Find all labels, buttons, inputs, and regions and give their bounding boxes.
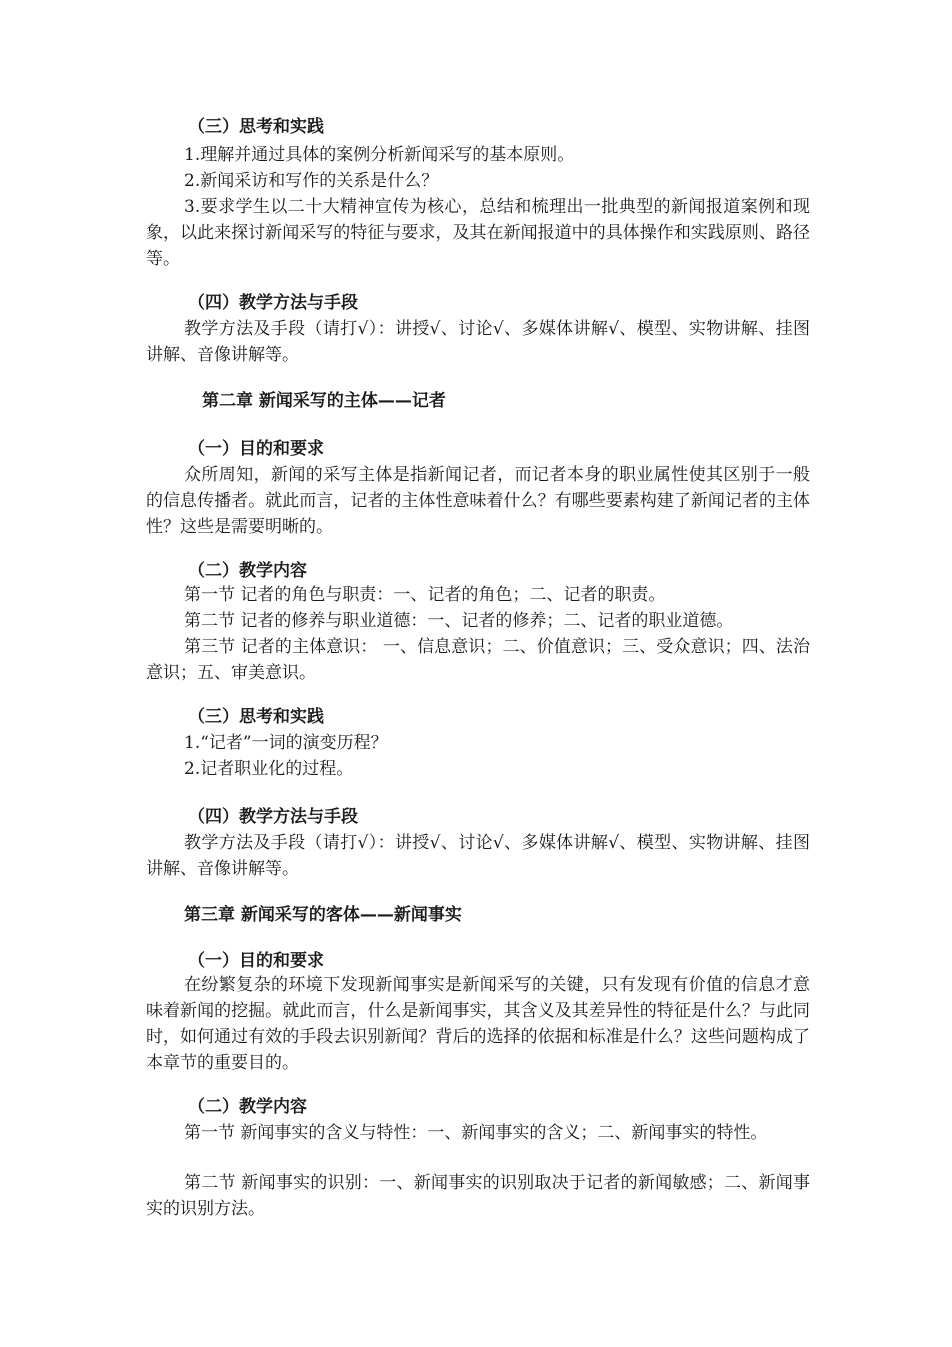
ch3-goal-text: 在纷繁复杂的环境下发现新闻事实是新闻采写的关键，只有发现有价值的信息才意味着新闻的挖掘。就此而言，什么是新闻事实，其含义及其差异性的特征是什么？与此同时，如何通过有效的手段去识别新闻？背后的选择的依据和标准是什么？这些问题构成了本章节的重要目的。 <box>146 975 810 1073</box>
ch2-section-3: 第三节 记者的主体意识： 一、信息意识；二、价值意识；三、受众意识；四、法治意识；五、审美意识。 <box>146 637 810 683</box>
ch2-think-item-1: 1.“记者”一词的演变历程？ <box>184 733 388 753</box>
ch2-goal-text: 众所周知，新闻的采写主体是指新闻记者，而记者本身的职业属性使其区别于一般的信息传播者。就此而言，记者的主体性意味着什么？有哪些要素构建了新闻记者的主体性？这些是需要明晰的。 <box>146 465 810 537</box>
ch2-think-item-2: 2.记者职业化的过程。 <box>184 759 354 779</box>
ch3-section-2: 第二节 新闻事实的识别：一、新闻事实的识别取决于记者的新闻敏感；二、新闻事实的识别方法。 <box>146 1173 810 1219</box>
ch3-title: 第三章 新闻采写的客体——新闻事实 <box>184 905 462 925</box>
ch3-section-1: 第一节 新闻事实的含义与特性：一、新闻事实的含义；二、新闻事实的特性。 <box>184 1123 768 1143</box>
ch2-section-2: 第二节 记者的修养与职业道德：一、记者的修养；二、记者的职业道德。 <box>184 611 734 631</box>
ch3-content-heading: （二）教学内容 <box>188 1097 307 1117</box>
ch3-goal-heading: （一）目的和要求 <box>188 951 324 971</box>
ch2-title: 第二章 新闻采写的主体——记者 <box>202 391 446 411</box>
ch2-method-heading: （四）教学方法与手段 <box>188 807 358 827</box>
ch1-think-heading: （三）思考和实践 <box>188 117 324 137</box>
ch2-method-text: 教学方法及手段（请打√）：讲授√、讨论√、多媒体讲解√、模型、实物讲解、挂图讲解、音像讲解等。 <box>146 833 810 879</box>
ch1-method-text: 教学方法及手段（请打√）：讲授√、讨论√、多媒体讲解√、模型、实物讲解、挂图讲解、音像讲解等。 <box>146 319 810 365</box>
ch2-section-1: 第一节 记者的角色与职责：一、记者的角色；二、记者的职责。 <box>184 585 666 605</box>
ch1-think-item-3: 3.要求学生以二十大精神宣传为核心，总结和梳理出一批典型的新闻报道案例和现象，以此来探讨新闻采写的特征与要求，及其在新闻报道中的具体操作和实践原则、路径等。 <box>146 197 810 269</box>
ch2-think-heading: （三）思考和实践 <box>188 707 324 727</box>
ch1-think-item-2: 2.新闻采访和写作的关系是什么？ <box>184 171 439 191</box>
ch2-goal-heading: （一）目的和要求 <box>188 439 324 459</box>
ch1-think-item-1: 1.理解并通过具体的案例分析新闻采写的基本原则。 <box>184 145 575 165</box>
ch1-method-heading: （四）教学方法与手段 <box>188 293 358 313</box>
ch2-content-heading: （二）教学内容 <box>188 561 307 581</box>
